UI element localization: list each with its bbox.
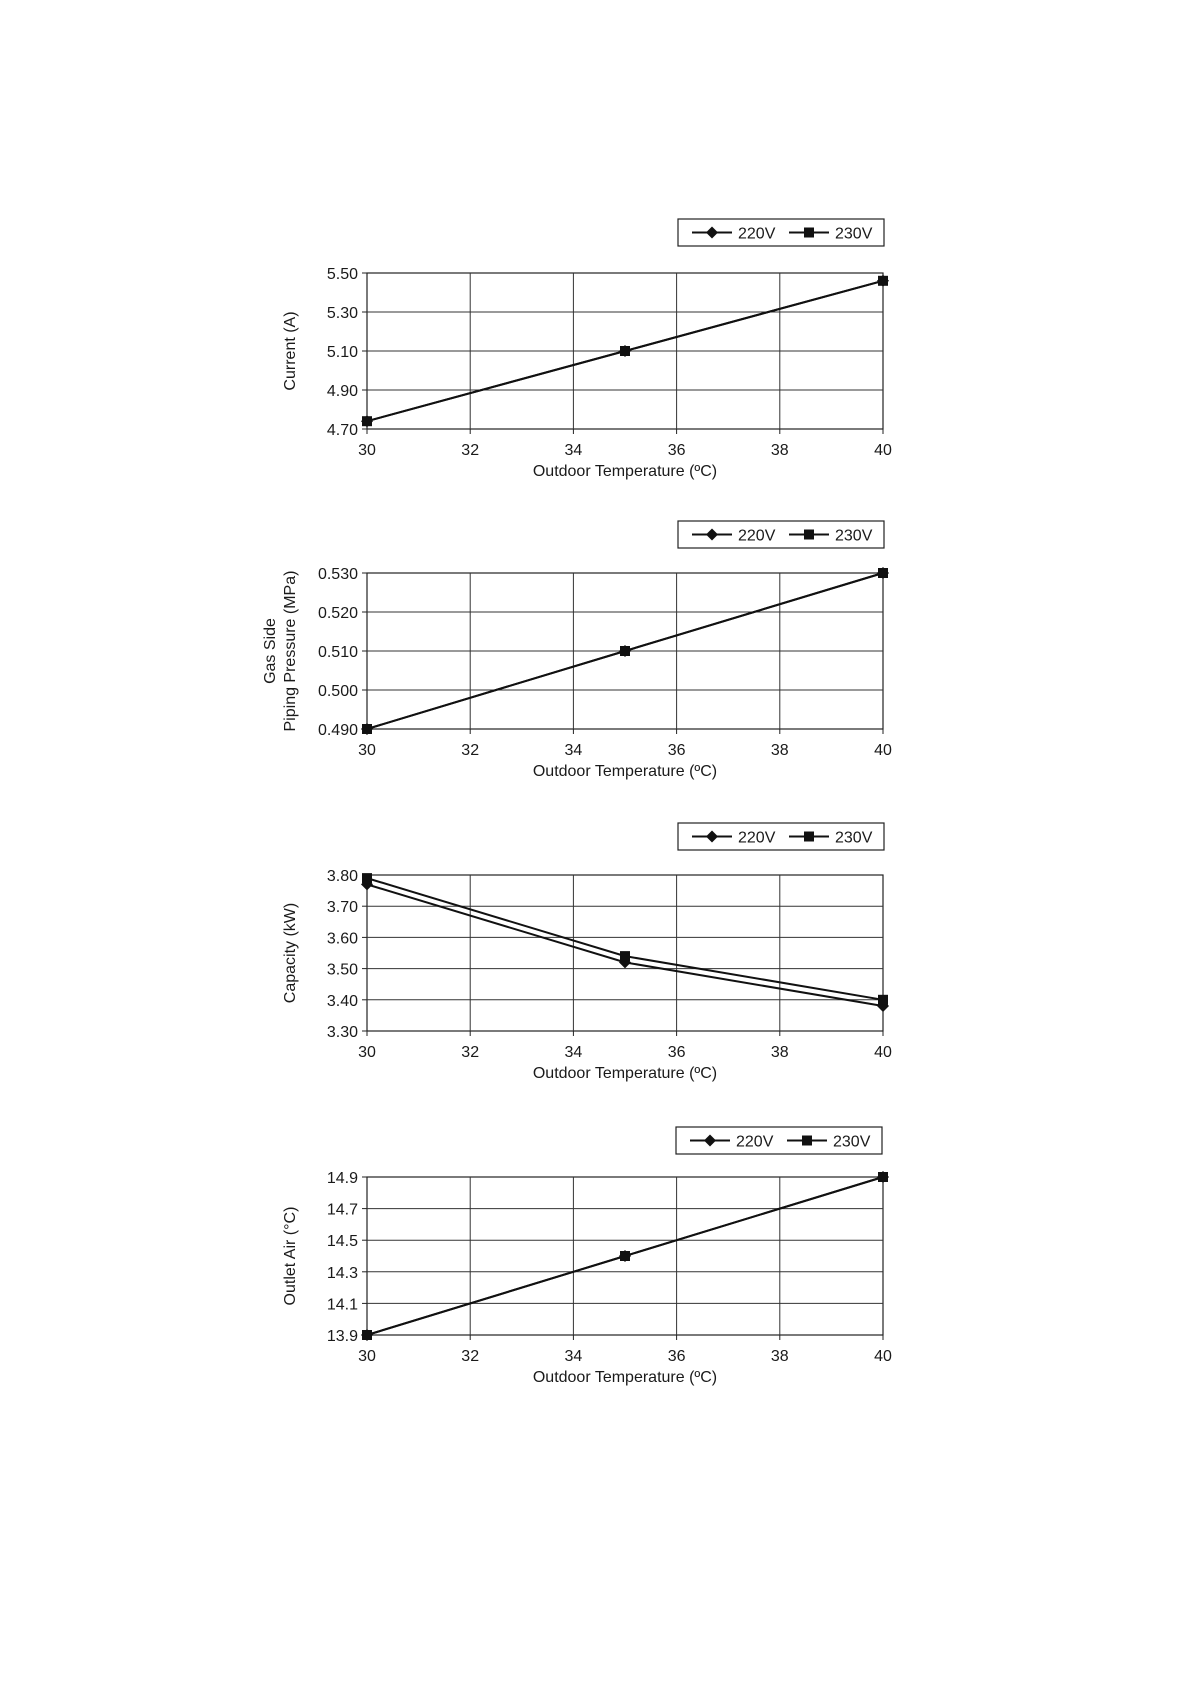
y-axis-label: Outlet Air (°C): [282, 1206, 299, 1306]
y-tick-label: 14.5: [326, 1233, 358, 1251]
legend: [676, 1127, 882, 1154]
data-point-230v: [620, 646, 630, 656]
x-tick-label: 38: [770, 1348, 789, 1365]
legend: [678, 219, 884, 246]
y-tick-label: 0.500: [317, 683, 358, 700]
legend-marker-230v: [804, 832, 814, 842]
x-axis-label: Outdoor Temperature (ºC): [532, 763, 718, 780]
x-axis-label: Outdoor Temperature (ºC): [532, 1369, 718, 1386]
legend-label-220v: 220V: [738, 225, 776, 243]
data-point-230v: [362, 416, 372, 426]
x-tick-label: 38: [770, 1044, 789, 1061]
data-point-230v: [878, 995, 888, 1005]
y-axis-label: Capacity (kW): [282, 902, 299, 1004]
legend-label-230v: 230V: [835, 527, 873, 545]
x-tick-label: 38: [770, 442, 789, 459]
data-point-230v: [878, 276, 888, 286]
x-axis-label: Outdoor Temperature (ºC): [532, 463, 718, 480]
x-tick-label: 34: [564, 742, 583, 759]
y-tick-label: 3.80: [326, 868, 358, 885]
x-tick-label: 36: [667, 1348, 686, 1365]
y-axis-label: Piping Pressure (MPa): [282, 570, 299, 732]
x-tick-label: 30: [358, 1044, 376, 1061]
x-tick-label: 38: [770, 742, 789, 759]
legend-label-230v: 230V: [833, 1133, 871, 1151]
y-tick-label: 0.510: [317, 644, 358, 661]
y-tick-label: 4.90: [326, 383, 358, 400]
legend-label-220v: 220V: [738, 527, 776, 545]
x-tick-label: 32: [461, 742, 480, 759]
y-tick-label: 5.50: [326, 266, 358, 283]
legend-label-230v: 230V: [835, 225, 873, 243]
x-tick-label: 32: [461, 1348, 480, 1365]
legend-marker-230v: [804, 228, 814, 238]
x-tick-label: 30: [358, 442, 376, 459]
y-tick-label: 5.30: [326, 305, 358, 322]
x-tick-label: 30: [358, 1348, 376, 1365]
x-tick-label: 36: [667, 742, 686, 759]
legend-label-220v: 220V: [736, 1133, 774, 1151]
x-tick-label: 36: [667, 442, 686, 459]
legend-label-230v: 230V: [835, 829, 873, 847]
y-tick-label: 3.30: [326, 1024, 358, 1041]
data-point-230v: [620, 951, 630, 961]
legend: [678, 521, 884, 548]
chart-1: [282, 219, 892, 480]
y-tick-label: 14.1: [326, 1296, 358, 1314]
data-point-230v: [362, 1330, 372, 1340]
y-tick-label: 3.40: [326, 992, 358, 1010]
data-point-230v: [878, 568, 888, 578]
y-tick-label: 4.70: [326, 422, 358, 439]
x-tick-label: 30: [358, 742, 376, 759]
y-tick-label: 14.9: [326, 1170, 358, 1187]
legend: [678, 823, 884, 850]
y-tick-label: 14.3: [326, 1264, 358, 1282]
chart-4: [282, 1127, 892, 1386]
x-axis-label: Outdoor Temperature (ºC): [532, 1065, 718, 1082]
y-tick-label: 5.10: [326, 344, 358, 361]
x-tick-label: 40: [874, 442, 892, 459]
data-point-230v: [362, 724, 372, 734]
y-tick-label: 0.520: [317, 605, 358, 622]
x-tick-label: 40: [874, 1044, 892, 1061]
y-tick-label: 13.9: [326, 1328, 358, 1345]
data-point-230v: [362, 873, 372, 883]
y-tick-label: 0.490: [317, 722, 358, 739]
x-tick-label: 34: [564, 442, 583, 459]
x-tick-label: 34: [564, 1348, 583, 1365]
x-tick-label: 36: [667, 1044, 686, 1061]
x-tick-label: 32: [461, 1044, 480, 1061]
y-tick-label: 3.50: [326, 961, 358, 979]
x-tick-label: 40: [874, 742, 892, 759]
y-tick-label: 3.60: [326, 930, 358, 948]
x-tick-label: 34: [564, 1044, 583, 1061]
x-tick-label: 40: [874, 1348, 892, 1365]
legend-marker-230v: [804, 530, 814, 540]
legend-marker-230v: [802, 1136, 812, 1146]
x-tick-label: 32: [461, 442, 480, 459]
chart-3: [282, 823, 892, 1082]
data-point-230v: [878, 1172, 888, 1182]
y-tick-label: 14.7: [326, 1201, 358, 1219]
y-axis-label: Gas Side: [262, 618, 279, 684]
y-tick-label: 3.70: [326, 899, 358, 917]
legend-label-220v: 220V: [738, 829, 776, 847]
y-tick-label: 0.530: [317, 566, 358, 583]
data-point-230v: [620, 1251, 630, 1261]
data-point-230v: [620, 346, 630, 356]
chart-2: [262, 521, 892, 780]
y-axis-label: Current (A): [282, 311, 299, 391]
